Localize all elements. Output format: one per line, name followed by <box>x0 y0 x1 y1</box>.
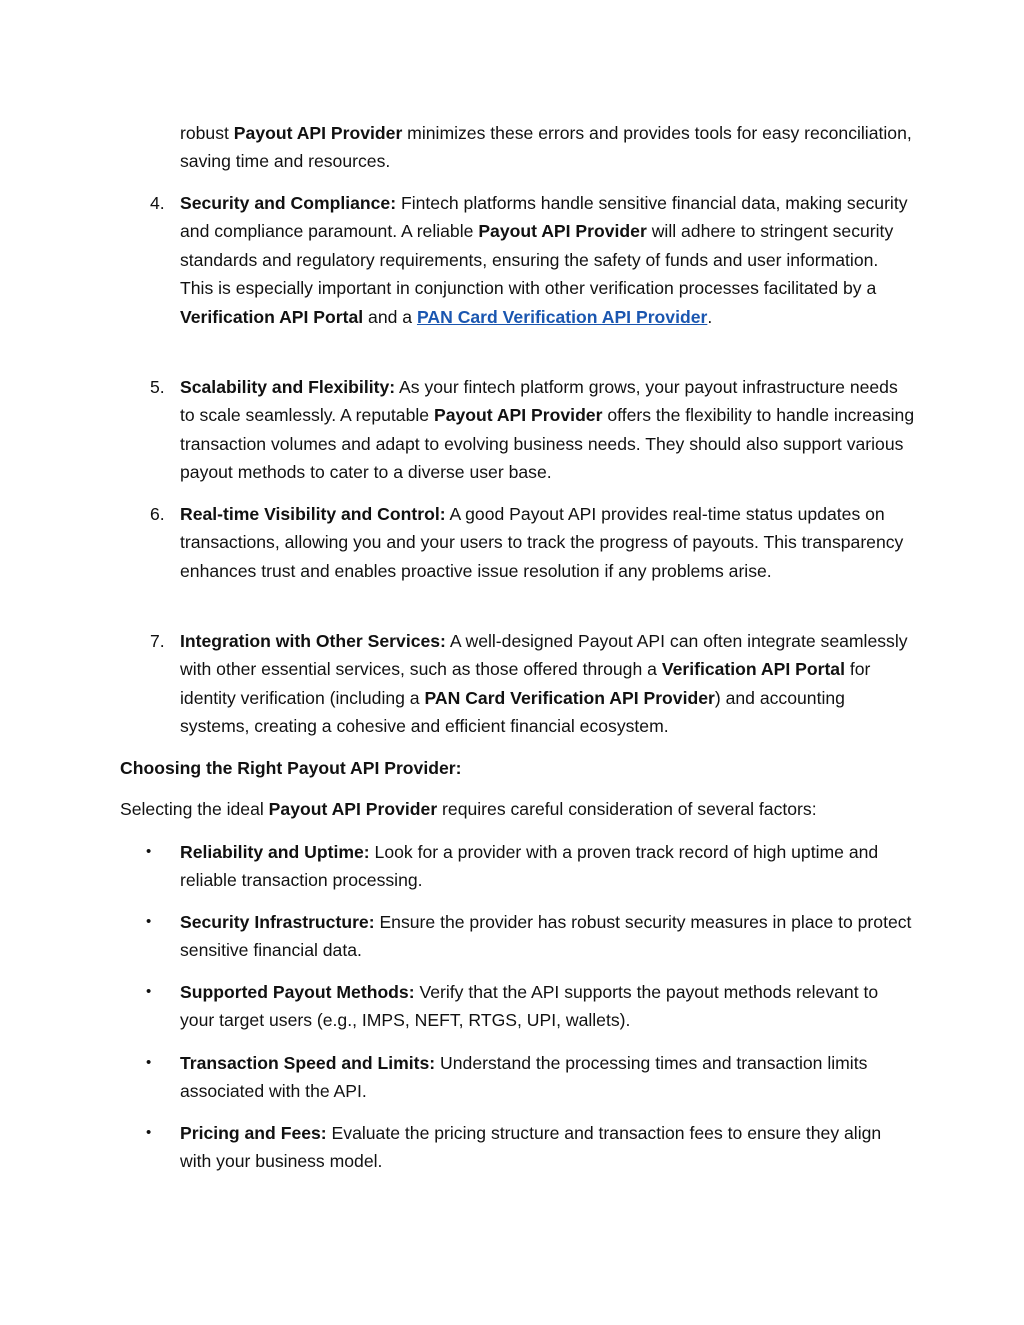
numbered-item-integration <box>180 627 915 741</box>
section-intro <box>120 795 920 823</box>
item-bold: Verification API Portal <box>661 659 845 680</box>
item-bold: Payout API Provider <box>478 221 647 242</box>
item-bold: Verification API Portal <box>180 306 364 327</box>
bullet-icon: • <box>146 1124 152 1141</box>
item-text: . <box>707 306 713 327</box>
item-bold: Payout API Provider <box>433 405 603 426</box>
bullet-item-speed-limits <box>180 1049 915 1106</box>
item-text: for identity verification (including a <box>180 659 871 708</box>
pan-card-verification-link[interactable]: PAN Card Verification API Provider <box>416 306 708 327</box>
bullet-text: Look for a provider with a proven track record of high uptime and reliable transaction processing. <box>180 842 879 891</box>
item-text: and a <box>363 306 417 327</box>
bullet-item-pricing <box>180 1119 915 1176</box>
list-number: 4. <box>150 193 165 213</box>
bullet-text: Evaluate the pricing structure and transaction fees to ensure they align with your business model. <box>180 1123 882 1172</box>
section-heading <box>120 754 920 782</box>
intro-text: robust <box>180 123 234 143</box>
bullet-text: Ensure the provider has robust security measures in place to protect sensitive financial data. <box>180 912 912 961</box>
bullet-item-security <box>180 908 915 965</box>
item-text: offers the flexibility to handle increasing transaction volumes and adapt to evolving business needs. They should also support various payout methods to cater to a diverse user base. <box>180 405 915 483</box>
section-intro-text: Selecting the ideal <box>120 799 269 819</box>
item-text: A well-designed Payout API can often integrate seamlessly with other essential services, such as those offered through a <box>180 631 908 680</box>
list-number: 6. <box>150 504 165 524</box>
item-title: Real-time Visibility and Control: <box>180 504 446 524</box>
item-title: Security and Compliance: <box>180 193 397 213</box>
bullet-icon: • <box>146 913 152 930</box>
bullet-item-payout-methods <box>180 978 915 1035</box>
item-text: As your fintech platform grows, your payout infrastructure needs to scale seamlessly. A reputable <box>180 377 898 426</box>
intro-paragraph <box>180 119 915 176</box>
item-text: A good Payout API provides real-time status updates on transactions, allowing you and your users to track the progress of payouts. This transparency enhances trust and enables proactive issue resolution if any problems arise. <box>180 504 904 581</box>
bullet-icon: • <box>146 1054 152 1071</box>
numbered-item-scalability <box>180 373 915 487</box>
item-bold: PAN Card Verification API Provider <box>424 687 715 708</box>
bullet-item-reliability <box>180 838 915 895</box>
intro-text-end: minimizes these errors and provides tools for easy reconciliation, saving time and resources. <box>180 123 912 172</box>
bullet-icon: • <box>146 843 152 860</box>
bullet-icon: • <box>146 983 152 1000</box>
item-text: will adhere to stringent security standards and regulatory requirements, ensuring the safety of funds and user information. This is especially important in conjunction with other verification processes facilitated by a <box>180 221 894 299</box>
bullet-text: Verify that the API supports the payout methods relevant to your target users (e.g., IMPS, NEFT, RTGS, UPI, wallets). <box>180 982 879 1031</box>
bullet-text: Understand the processing times and transaction limits associated with the API. <box>180 1053 868 1102</box>
bullet-title: Security Infrastructure: <box>180 912 375 932</box>
item-title: Integration with Other Services: <box>180 631 446 651</box>
numbered-item-security <box>180 189 915 331</box>
section-heading-text: Choosing the Right Payout API Provider: <box>120 758 462 778</box>
list-number: 5. <box>150 377 165 397</box>
bullet-title: Supported Payout Methods: <box>180 982 415 1002</box>
numbered-item-visibility <box>180 500 915 585</box>
section-intro-bold: Payout API Provider <box>268 799 438 819</box>
bullet-title: Pricing and Fees: <box>180 1123 327 1143</box>
intro-bold: Payout API Provider <box>233 123 403 143</box>
bullet-title: Reliability and Uptime: <box>180 842 370 862</box>
item-text: ) and accounting systems, creating a cohesive and efficient financial ecosystem. <box>180 687 845 737</box>
bullet-title: Transaction Speed and Limits: <box>180 1053 436 1073</box>
list-number: 7. <box>150 631 165 651</box>
item-title: Scalability and Flexibility: <box>180 377 396 397</box>
section-intro-text-end: requires careful consideration of several factors: <box>437 799 817 819</box>
item-text: Fintech platforms handle sensitive financial data, making security and compliance paramount. A reliable <box>180 193 908 242</box>
